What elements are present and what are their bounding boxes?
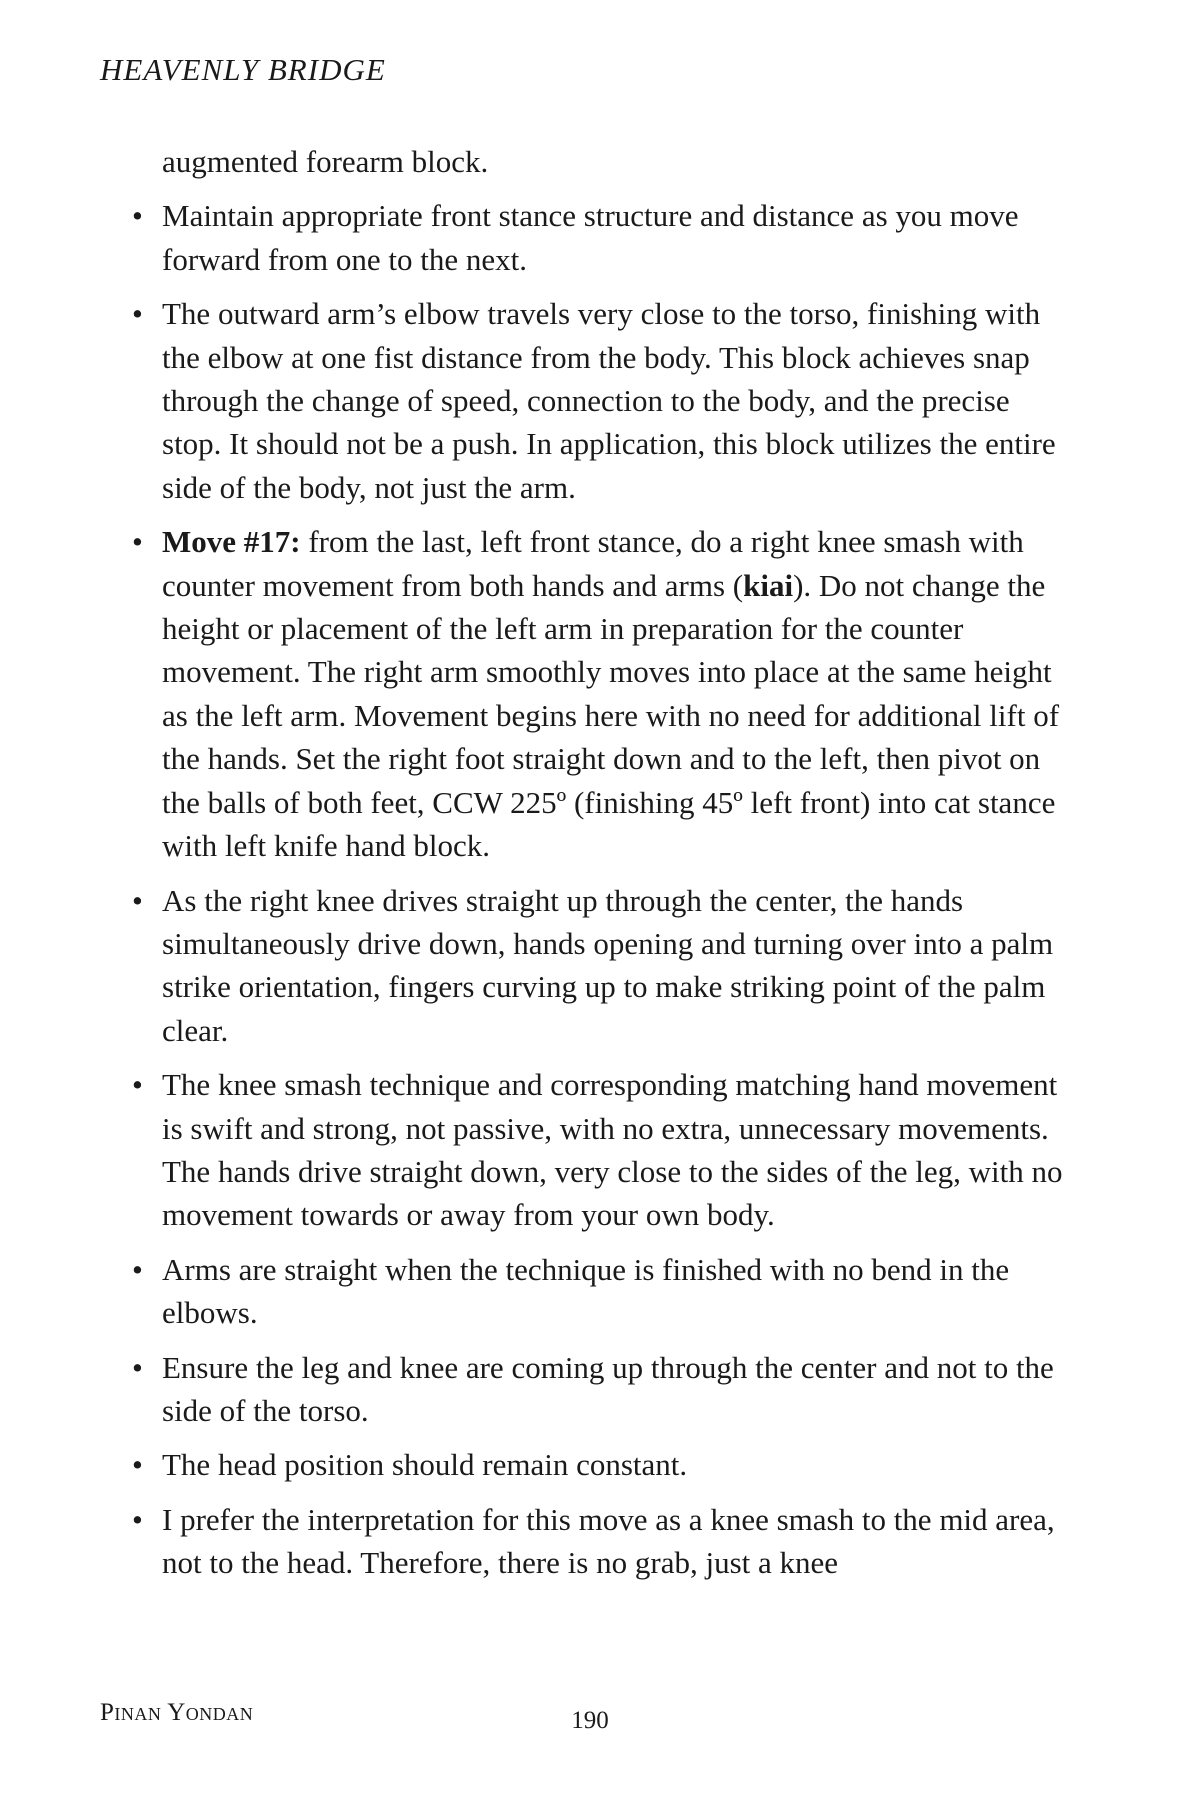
page-number: 190	[571, 1707, 609, 1734]
bullet-item: • Arms are straight when the technique is finished with no bend in the elbows.	[128, 1248, 1068, 1335]
bullet-item: • As the right knee drives straight up through the center, the hands simultaneously drive down, hands opening and turning over into a palm strike orientation, fingers curving up to make striking point of the palm clear.	[128, 879, 1068, 1053]
bullet-item: • The outward arm’s elbow travels very close to the torso, finishing with the elbow at one fist distance from the body. This block achieves snap through the change of speed, connection to the body, and the precise stop. It should not be a push. In application, this block utilizes the entire side of the body, not just the arm.	[128, 292, 1068, 509]
bullet-item: • Maintain appropriate front stance structure and distance as you move forward from one to the next.	[128, 194, 1068, 281]
move-text-part-1: from the last, left front stance, do a right knee smash with counter movement from both hands and arms (	[162, 524, 1024, 603]
bullet-item: • The head position should remain constant.	[128, 1443, 1068, 1486]
kiai-term: kiai	[743, 567, 794, 603]
continuation-paragraph: augmented forearm block.	[162, 144, 489, 179]
bullet-item-move-17	[128, 520, 1068, 867]
footer-section-title: Pinan Yondan	[100, 1699, 254, 1726]
bullet-item: • Ensure the leg and knee are coming up through the center and not to the side of the torso.	[128, 1346, 1068, 1433]
running-head-title: HEAVENLY BRIDGE	[100, 52, 386, 87]
move-text-part-2: ). Do not change the height or placement of the left arm in preparation for the counter movement. The right arm smoothly moves into place at the same height as the left arm. Movement begins here with no need for additional lift of the hands. Set the right foot straight down and to the left, then pivot on the balls of both feet, CCW 225º (finishing 45º left front) into cat stance with left knife hand block.	[162, 567, 1060, 864]
body-text	[128, 140, 1068, 1596]
bullet-item: • I prefer the interpretation for this move as a knee smash to the mid area, not to the head. Therefore, there is no grab, just a knee	[128, 1498, 1068, 1585]
bullet-item: • The knee smash technique and corresponding matching hand movement is swift and strong, not passive, with no extra, unnecessary movements. The hands drive straight down, very close to the sides of the leg, with no movement towards or away from your own body.	[128, 1063, 1068, 1237]
move-label: Move #17:	[162, 524, 301, 560]
